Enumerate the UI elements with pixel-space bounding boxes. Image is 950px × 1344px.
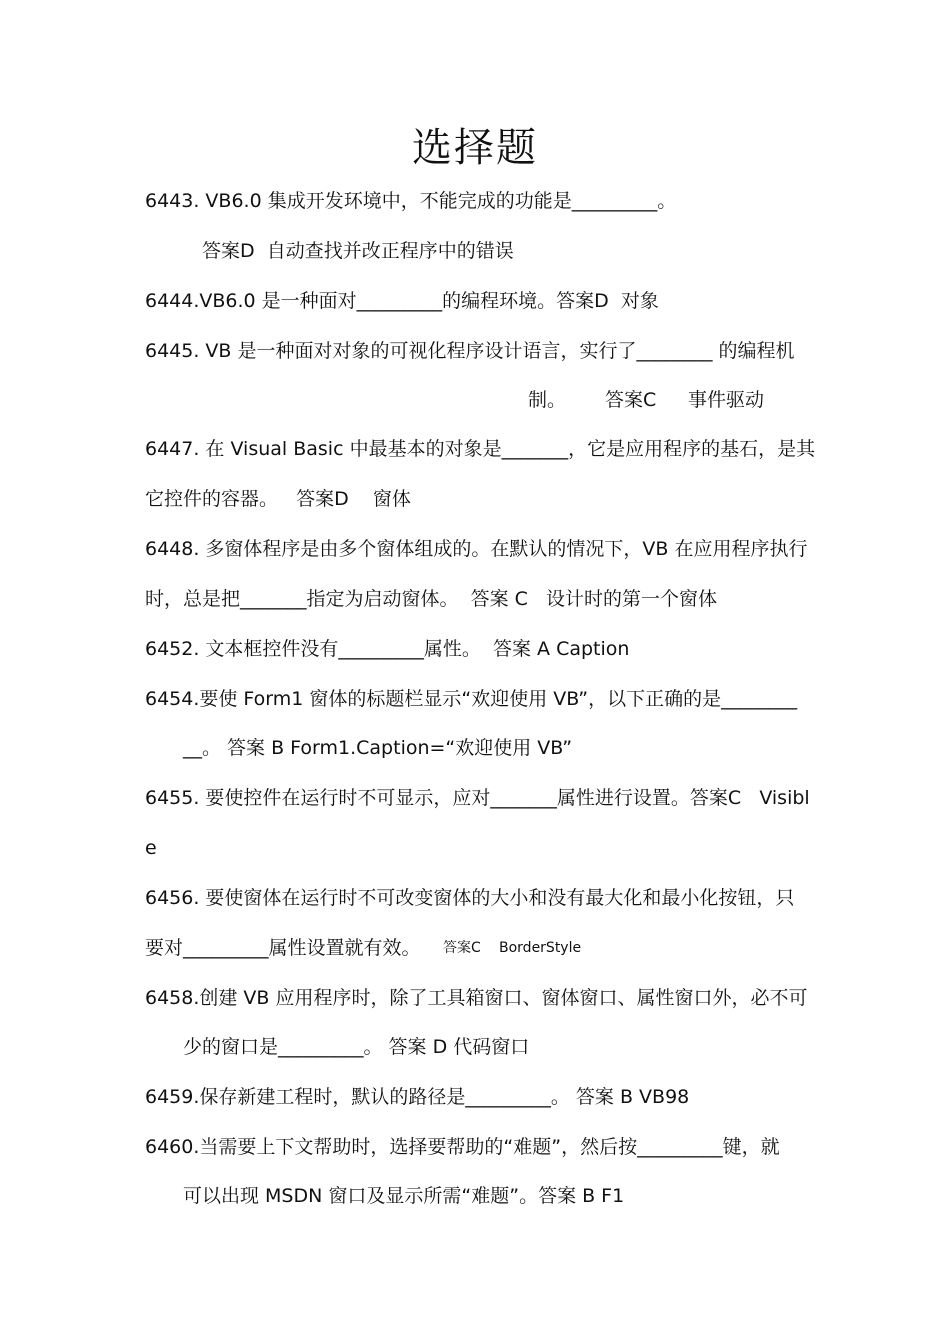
question-6456: 6456. 要使窗体在运行时不可改变窗体的大小和没有最大化和最小化按钮，只 xyxy=(145,887,795,909)
question-6459: 6459.保存新建工程时，默认的路径是_________。 答案 B VB98 xyxy=(145,1086,690,1108)
answer-6445-label: 答案C xyxy=(605,389,657,411)
question-6452: 6452. 文本框控件没有_________属性。 答案 A Caption xyxy=(145,638,630,660)
answer-6445-text: 事件驱动 xyxy=(688,389,765,411)
question-6456-cont: 要对_________属性设置就有效。 xyxy=(145,937,421,959)
question-6460: 6460.当需要上下文帮助时，选择要帮助的“难题”，然后按_________键，就 xyxy=(145,1136,780,1158)
question-6454: 6454.要使 Form1 窗体的标题栏显示“欢迎使用 VB”，以下正确的是________ xyxy=(145,688,798,710)
question-6447: 6447. 在 Visual Basic 中最基本的对象是_______，它是应用程序的基石，是其 xyxy=(145,438,816,460)
answer-6456-label: 答案C xyxy=(443,940,481,956)
question-6447-cont: 它控件的容器。 答案D 窗体 xyxy=(145,488,411,510)
answer-6443: 答案D 自动查找并改正程序中的错误 xyxy=(202,240,514,262)
question-6454-cont: __。 答案 B Form1.Caption=“欢迎使用 VB” xyxy=(183,737,573,759)
question-6448-cont: 时，总是把_______指定为启动窗体。 答案 C 设计时的第一个窗体 xyxy=(145,588,718,610)
question-6448: 6448. 多窗体程序是由多个窗体组成的。在默认的情况下，VB 在应用程序执行 xyxy=(145,538,808,560)
page-title: 选择题 xyxy=(412,125,538,171)
question-6445: 6445. VB 是一种面对对象的可视化程序设计语言，实行了________ 的编程机 xyxy=(145,340,795,362)
question-6460-cont: 可以出现 MSDN 窗口及显示所需“难题”。答案 B F1 xyxy=(183,1185,625,1207)
question-6444: 6444.VB6.0 是一种面对_________的编程环境。答案D 对象 xyxy=(145,290,659,312)
question-6458: 6458.创建 VB 应用程序时，除了工具箱窗口、窗体窗口、属性窗口外，必不可 xyxy=(145,987,808,1009)
answer-6456-text: BorderStyle xyxy=(499,940,582,956)
question-6455-cont: e xyxy=(145,837,157,859)
question-6455: 6455. 要使控件在运行时不可显示，应对_______属性进行设置。答案C Visibl xyxy=(145,787,810,809)
question-6458-cont: 少的窗口是_________。 答案 D 代码窗口 xyxy=(183,1036,530,1058)
question-6445-cont: 制。 xyxy=(528,389,567,411)
question-6443: 6443. VB6.0 集成开发环境中，不能完成的功能是_________。 xyxy=(145,190,677,212)
